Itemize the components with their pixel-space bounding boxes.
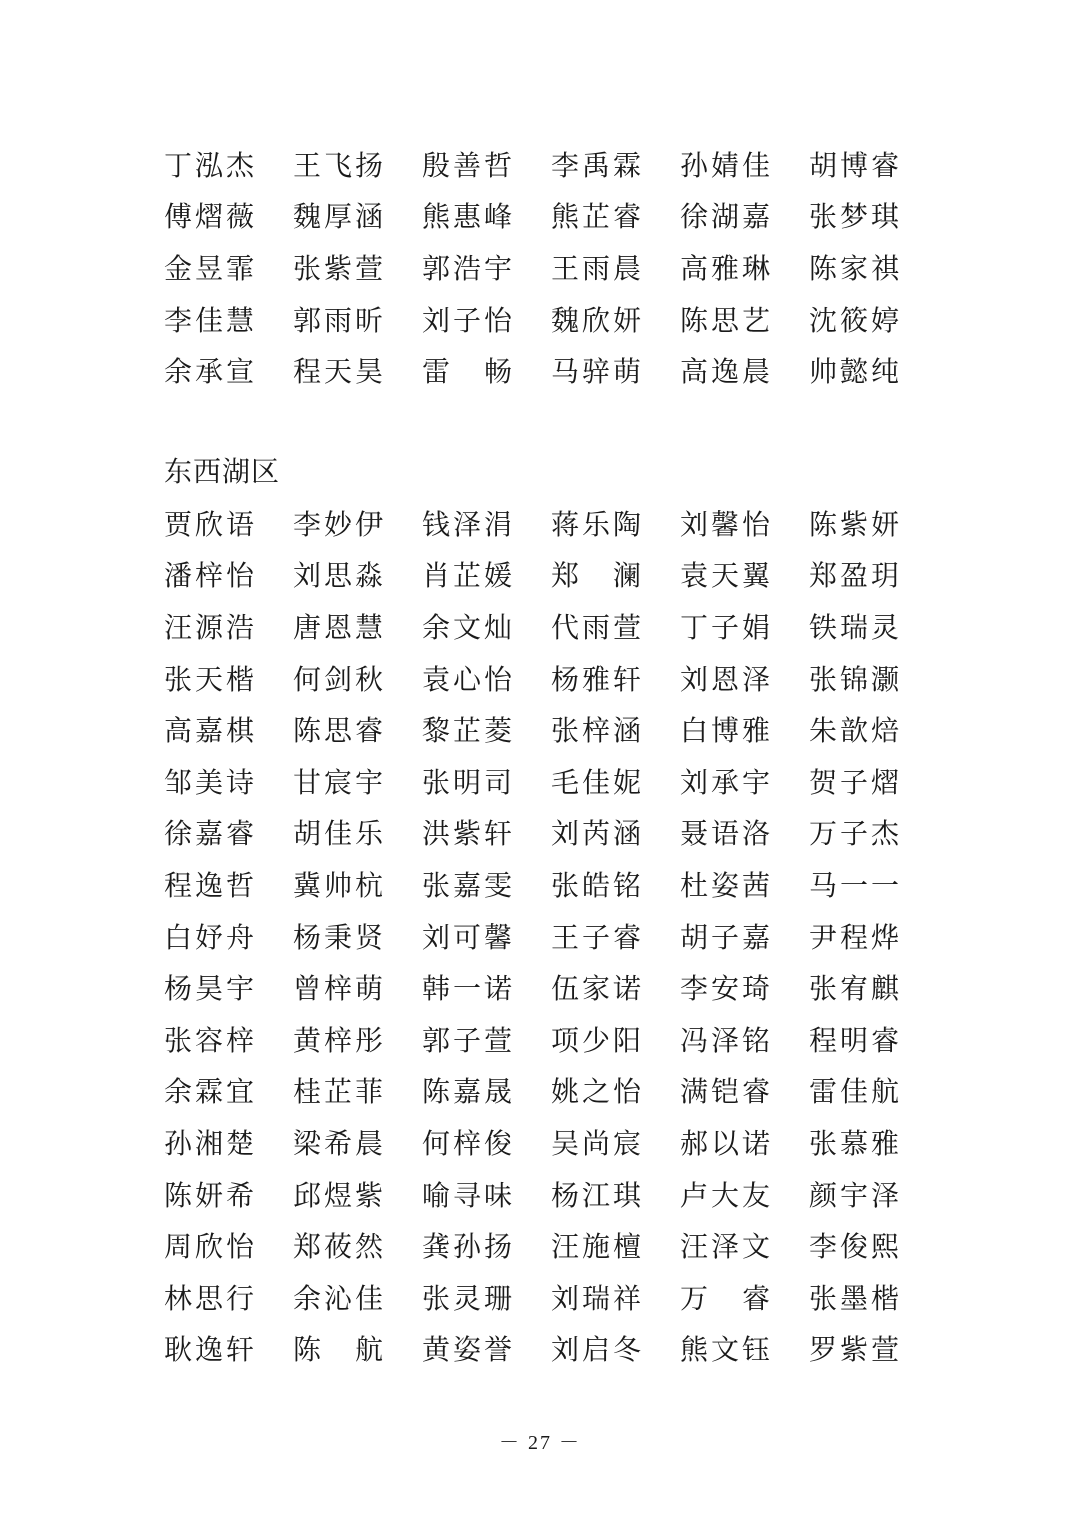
person-name: 尹程烨: [809, 920, 903, 954]
person-name: 陈思睿: [293, 714, 387, 748]
person-name: 邱煜紫: [293, 1178, 387, 1212]
person-name: 喻寻味: [422, 1178, 516, 1212]
person-name: 张梦琪: [809, 200, 903, 234]
person-name: 刘子怡: [422, 303, 516, 337]
person-name: 汪施檀: [551, 1230, 645, 1264]
person-name: 郭雨昕: [293, 303, 387, 337]
person-name: 丁子娟: [680, 610, 774, 644]
person-name: 马一一: [809, 868, 903, 902]
person-name: 陈 航: [293, 1333, 387, 1367]
person-name: 陈家祺: [809, 251, 903, 285]
person-name: 张紫萱: [293, 251, 387, 285]
person-name: 李安琦: [680, 972, 774, 1006]
person-name: 孙湘楚: [164, 1126, 258, 1160]
name-list-top: [164, 138, 944, 396]
person-name: 余文灿: [422, 610, 516, 644]
person-name: 马骍萌: [551, 355, 645, 389]
person-name: 张天楷: [164, 662, 258, 696]
person-name: 李佳慧: [164, 303, 258, 337]
person-name: 陈妍希: [164, 1178, 258, 1212]
name-row: [164, 652, 944, 704]
person-name: 罗紫萱: [809, 1333, 903, 1367]
person-name: 何梓俊: [422, 1126, 516, 1160]
person-name: 周欣怡: [164, 1230, 258, 1264]
person-name: 刘启冬: [551, 1333, 645, 1367]
person-name: 唐恩慧: [293, 610, 387, 644]
person-name: 代雨萱: [551, 610, 645, 644]
person-name: 高雅琳: [680, 251, 774, 285]
person-name: 郭子萱: [422, 1023, 516, 1057]
person-name: 贺子熠: [809, 765, 903, 799]
person-name: 郑 澜: [551, 559, 645, 593]
person-name: 朱歆焙: [809, 714, 903, 748]
person-name: 铁瑞灵: [809, 610, 903, 644]
person-name: 贾欣语: [164, 507, 258, 541]
person-name: 刘承宇: [680, 765, 774, 799]
name-row: [164, 497, 944, 549]
name-row: [164, 549, 944, 601]
person-name: 傅熠薇: [164, 200, 258, 234]
name-row: [164, 755, 944, 807]
person-name: 冯泽铭: [680, 1023, 774, 1057]
person-name: 吴尚宸: [551, 1126, 645, 1160]
person-name: 肖芷媛: [422, 559, 516, 593]
person-name: 张灵珊: [422, 1281, 516, 1315]
person-name: 张宥麒: [809, 972, 903, 1006]
person-name: 熊惠峰: [422, 200, 516, 234]
person-name: 白博雅: [680, 714, 774, 748]
person-name: 林思行: [164, 1281, 258, 1315]
person-name: 龚孙扬: [422, 1230, 516, 1264]
person-name: 洪紫轩: [422, 817, 516, 851]
person-name: 程天昊: [293, 355, 387, 389]
person-name: 桂芷菲: [293, 1075, 387, 1109]
person-name: 刘芮涵: [551, 817, 645, 851]
person-name: 高嘉棋: [164, 714, 258, 748]
person-name: 王雨晨: [551, 251, 645, 285]
person-name: 韩一诺: [422, 972, 516, 1006]
name-row: [164, 1219, 944, 1271]
person-name: 杜姿茜: [680, 868, 774, 902]
person-name: 杨秉贤: [293, 920, 387, 954]
person-name: 熊芷睿: [551, 200, 645, 234]
person-name: 毛佳妮: [551, 765, 645, 799]
person-name: 丁泓杰: [164, 148, 258, 182]
person-name: 李妙伊: [293, 507, 387, 541]
person-name: 余沁佳: [293, 1281, 387, 1315]
person-name: 袁天翼: [680, 559, 774, 593]
name-list-section: [164, 497, 944, 1374]
name-row: [164, 138, 944, 190]
person-name: 刘思淼: [293, 559, 387, 593]
person-name: 程明睿: [809, 1023, 903, 1057]
name-row: [164, 1065, 944, 1117]
person-name: 冀帅杭: [293, 868, 387, 902]
person-name: 卢大友: [680, 1178, 774, 1212]
person-name: 汪泽文: [680, 1230, 774, 1264]
person-name: 蒋乐陶: [551, 507, 645, 541]
person-name: 徐嘉睿: [164, 817, 258, 851]
person-name: 余承宣: [164, 355, 258, 389]
name-row: [164, 807, 944, 859]
person-name: 李禹霖: [551, 148, 645, 182]
person-name: 杨江琪: [551, 1178, 645, 1212]
person-name: 陈思艺: [680, 303, 774, 337]
name-row: [164, 241, 944, 293]
person-name: 梁希晨: [293, 1126, 387, 1160]
person-name: 刘恩泽: [680, 662, 774, 696]
person-name: 张梓涵: [551, 714, 645, 748]
person-name: 雷佳航: [809, 1075, 903, 1109]
person-name: 万 睿: [680, 1281, 774, 1315]
name-row: [164, 1116, 944, 1168]
name-row: [164, 1168, 944, 1220]
person-name: 曾梓萌: [293, 972, 387, 1006]
person-name: 孙婧佳: [680, 148, 774, 182]
person-name: 帅懿纯: [809, 355, 903, 389]
person-name: 刘瑞祥: [551, 1281, 645, 1315]
person-name: 高逸晨: [680, 355, 774, 389]
person-name: 郑莜然: [293, 1230, 387, 1264]
person-name: 颜宇泽: [809, 1178, 903, 1212]
person-name: 耿逸轩: [164, 1333, 258, 1367]
page-number: － 27 －: [499, 1432, 581, 1454]
person-name: 雷 畅: [422, 355, 516, 389]
person-name: 黄梓彤: [293, 1023, 387, 1057]
person-name: 徐湖嘉: [680, 200, 774, 234]
person-name: 黄姿誉: [422, 1333, 516, 1367]
name-row: [164, 858, 944, 910]
person-name: 王飞扬: [293, 148, 387, 182]
person-name: 王子睿: [551, 920, 645, 954]
person-name: 杨雅轩: [551, 662, 645, 696]
person-name: 熊文钰: [680, 1333, 774, 1367]
person-name: 胡博睿: [809, 148, 903, 182]
person-name: 汪源浩: [164, 610, 258, 644]
person-name: 满铠睿: [680, 1075, 774, 1109]
person-name: 聂语洛: [680, 817, 774, 851]
name-row: [164, 910, 944, 962]
name-row: [164, 961, 944, 1013]
section-heading: 东西湖区: [164, 455, 281, 488]
person-name: 李俊熙: [809, 1230, 903, 1264]
person-name: 金昱霏: [164, 251, 258, 285]
person-name: 白妤舟: [164, 920, 258, 954]
person-name: 袁心怡: [422, 662, 516, 696]
name-row: [164, 190, 944, 242]
person-name: 钱泽涓: [422, 507, 516, 541]
name-row: [164, 1013, 944, 1065]
person-name: 张嘉雯: [422, 868, 516, 902]
person-name: 刘馨怡: [680, 507, 774, 541]
name-row: [164, 344, 944, 396]
person-name: 张明司: [422, 765, 516, 799]
person-name: 陈嘉晟: [422, 1075, 516, 1109]
person-name: 郑盈玥: [809, 559, 903, 593]
person-name: 项少阳: [551, 1023, 645, 1057]
person-name: 张慕雅: [809, 1126, 903, 1160]
name-row: [164, 293, 944, 345]
person-name: 张皓铭: [551, 868, 645, 902]
person-name: 杨昊宇: [164, 972, 258, 1006]
person-name: 甘宸宇: [293, 765, 387, 799]
person-name: 郭浩宇: [422, 251, 516, 285]
person-name: 魏厚涵: [293, 200, 387, 234]
person-name: 刘可馨: [422, 920, 516, 954]
person-name: 胡佳乐: [293, 817, 387, 851]
person-name: 张锦灏: [809, 662, 903, 696]
person-name: 潘梓怡: [164, 559, 258, 593]
person-name: 何剑秋: [293, 662, 387, 696]
name-row: [164, 703, 944, 755]
person-name: 胡子嘉: [680, 920, 774, 954]
person-name: 余霖宜: [164, 1075, 258, 1109]
person-name: 张墨楷: [809, 1281, 903, 1315]
name-row: [164, 600, 944, 652]
person-name: 陈紫妍: [809, 507, 903, 541]
person-name: 万子杰: [809, 817, 903, 851]
person-name: 黎芷菱: [422, 714, 516, 748]
person-name: 张容梓: [164, 1023, 258, 1057]
person-name: 魏欣妍: [551, 303, 645, 337]
person-name: 姚之怡: [551, 1075, 645, 1109]
person-name: 沈筱婷: [809, 303, 903, 337]
person-name: 郝以诺: [680, 1126, 774, 1160]
name-row: [164, 1271, 944, 1323]
person-name: 邹美诗: [164, 765, 258, 799]
person-name: 程逸哲: [164, 868, 258, 902]
person-name: 伍家诺: [551, 972, 645, 1006]
name-row: [164, 1323, 944, 1375]
person-name: 殷善哲: [422, 148, 516, 182]
